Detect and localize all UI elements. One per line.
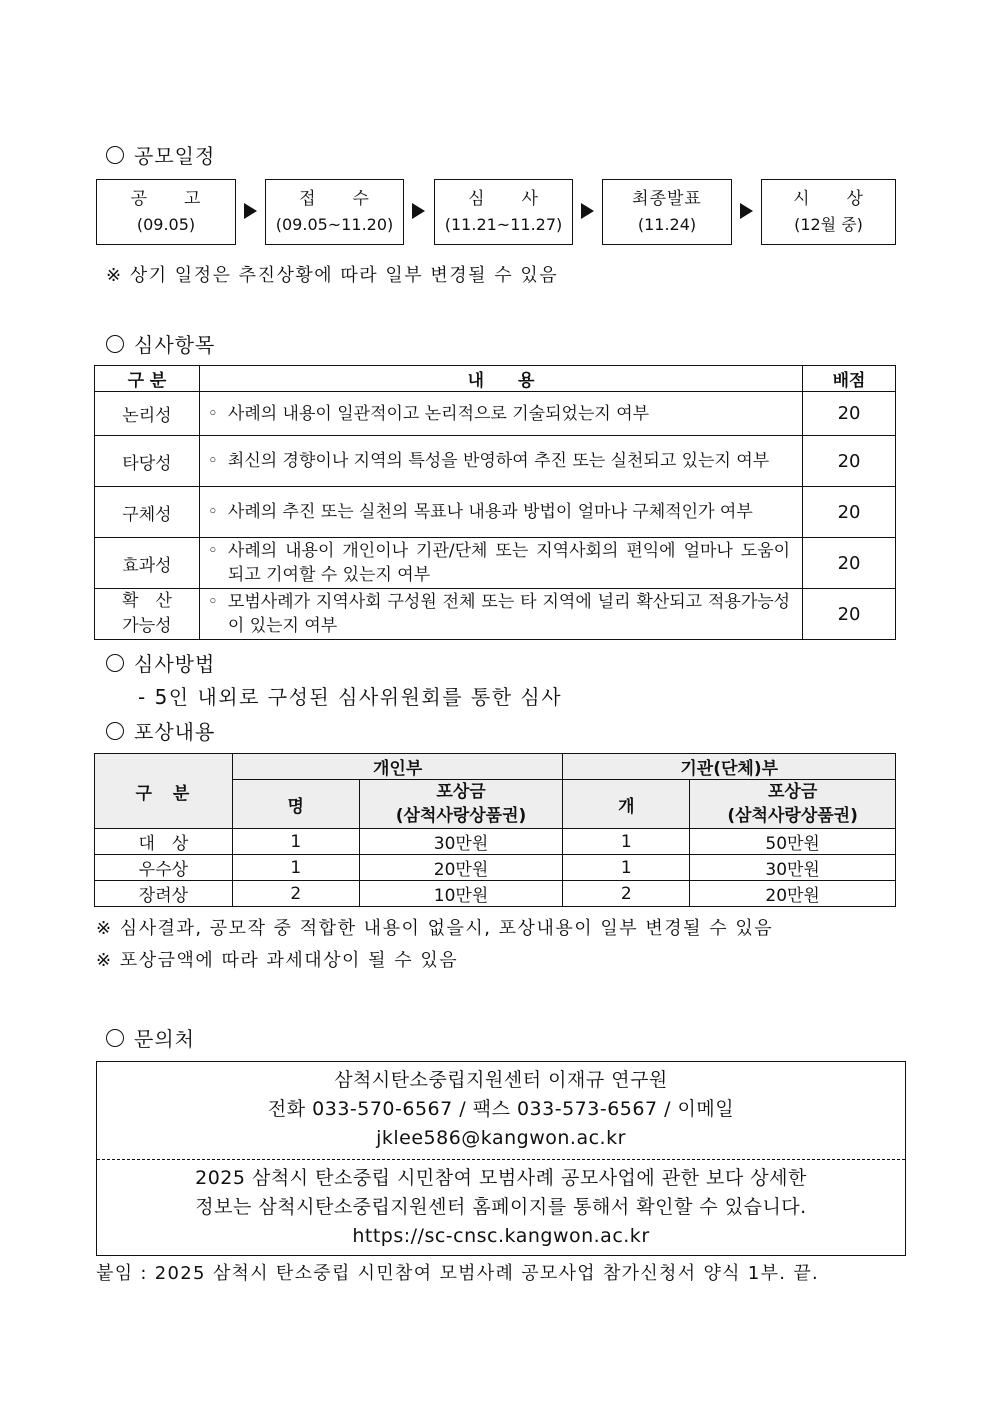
attachment-note: 붙임 : 2025 삼척시 탄소중립 시민참여 모범사례 공모사업 참가신청서 양식 1부. 끝. [96, 1263, 820, 1284]
criteria-header-category: 구 분 [95, 366, 200, 392]
circle-icon [106, 722, 124, 740]
awards-header-persons: 명 [232, 780, 359, 829]
arrow-right-icon [412, 203, 425, 219]
awards-table [94, 753, 896, 907]
schedule-step-receipt: 접 수 (09.05~11.20) [265, 179, 404, 245]
contact-heading: 문의처 [106, 1023, 195, 1052]
awards-header-organization: 기관(단체)부 [563, 754, 896, 780]
table-row: 확 산 가능성 ◦ 모범사례가 지역사회 구성원 전체 또는 타 지역에 널리 확산되고 적용가능성이 있는지 여부 20 [95, 589, 896, 640]
criteria-header-score: 배점 [803, 366, 896, 392]
schedule-step-final: 최종발표 (11.24) [602, 179, 732, 245]
awards-header-individual: 개인부 [232, 754, 563, 780]
awards-header-category: 구 분 [95, 754, 233, 829]
circle-icon [106, 335, 124, 353]
arrow-right-icon [740, 203, 753, 219]
table-row: 타당성 ◦ 최신의 경향이나 지역의 특성을 반영하여 추진 또는 실천되고 있는지 여부 20 [95, 436, 896, 487]
criteria-heading: 심사항목 [106, 329, 215, 358]
awards-heading: 포상내용 [106, 716, 215, 745]
contact-info-line: 정보는 삼척시탄소중립지원센터 홈페이지를 통해서 확인할 수 있습니다. [195, 1196, 807, 1218]
contact-phone: 전화 033-570-6567 / 팩스 033-573-6567 / 이메일 [267, 1098, 735, 1120]
arrow-right-icon [581, 203, 594, 219]
circle-icon [106, 146, 124, 164]
table-row: 효과성 ◦ 사례의 내용이 개인이나 기관/단체 또는 지역사회의 편익에 얼마나 도움이 되고 기여할 수 있는지 여부 20 [95, 538, 896, 589]
table-row: 논리성 ◦ 사례의 내용이 일관적이고 논리적으로 기술되었는지 여부 20 [95, 392, 896, 436]
awards-note: ※ 심사결과, 공모작 중 적합한 내용이 없을시, 포상내용이 일부 변경될 수 있음 [96, 918, 774, 939]
awards-header-row [95, 754, 896, 780]
schedule-note: ※ 상기 일정은 추진상황에 따라 일부 변경될 수 있음 [106, 265, 559, 286]
circle-icon [106, 654, 124, 672]
contact-person: 삼척시탄소중립지원센터 이재규 연구원 [334, 1069, 668, 1091]
criteria-header-row [95, 366, 896, 392]
awards-header-prize-org: 포상금 (삼척사랑상품권) [690, 780, 896, 829]
schedule-step-award: 시 상 (12월 중) [761, 179, 896, 245]
arrow-right-icon [244, 203, 257, 219]
criteria-table [94, 365, 896, 640]
table-row: 장려상 2 10만원 2 20만원 [95, 881, 896, 907]
contact-email[interactable]: jklee586@kangwon.ac.kr [376, 1127, 626, 1149]
method-text: - 5인 내외로 구성된 심사위원회를 통한 심사 [138, 685, 563, 709]
contact-info-line: 2025 삼척시 탄소중립 시민참여 모범사례 공모사업에 관한 보다 상세한 [195, 1167, 807, 1189]
circle-icon [106, 1029, 124, 1047]
schedule-step-announce: 공 고 (09.05) [96, 179, 236, 245]
contact-box [96, 1061, 906, 1256]
criteria-header-content: 내 용 [199, 366, 802, 392]
awards-note: ※ 포상금액에 따라 과세대상이 될 수 있음 [96, 950, 459, 971]
schedule-heading: 공모일정 [106, 140, 215, 169]
schedule-step-review: 심 사 (11.21~11.27) [434, 179, 573, 245]
method-heading: 심사방법 [106, 648, 215, 677]
table-row: 우수상 1 20만원 1 30만원 [95, 855, 896, 881]
contact-url-link[interactable]: https://sc-cnsc.kangwon.ac.kr [352, 1225, 650, 1247]
awards-header-count: 개 [563, 780, 690, 829]
table-row: 구체성 ◦ 사례의 추진 또는 실천의 목표나 내용과 방법이 얼마나 구체적인가 여부 20 [95, 487, 896, 538]
table-row: 대 상 1 30만원 1 50만원 [95, 829, 896, 855]
awards-header-prize: 포상금 (삼척사랑상품권) [359, 780, 563, 829]
